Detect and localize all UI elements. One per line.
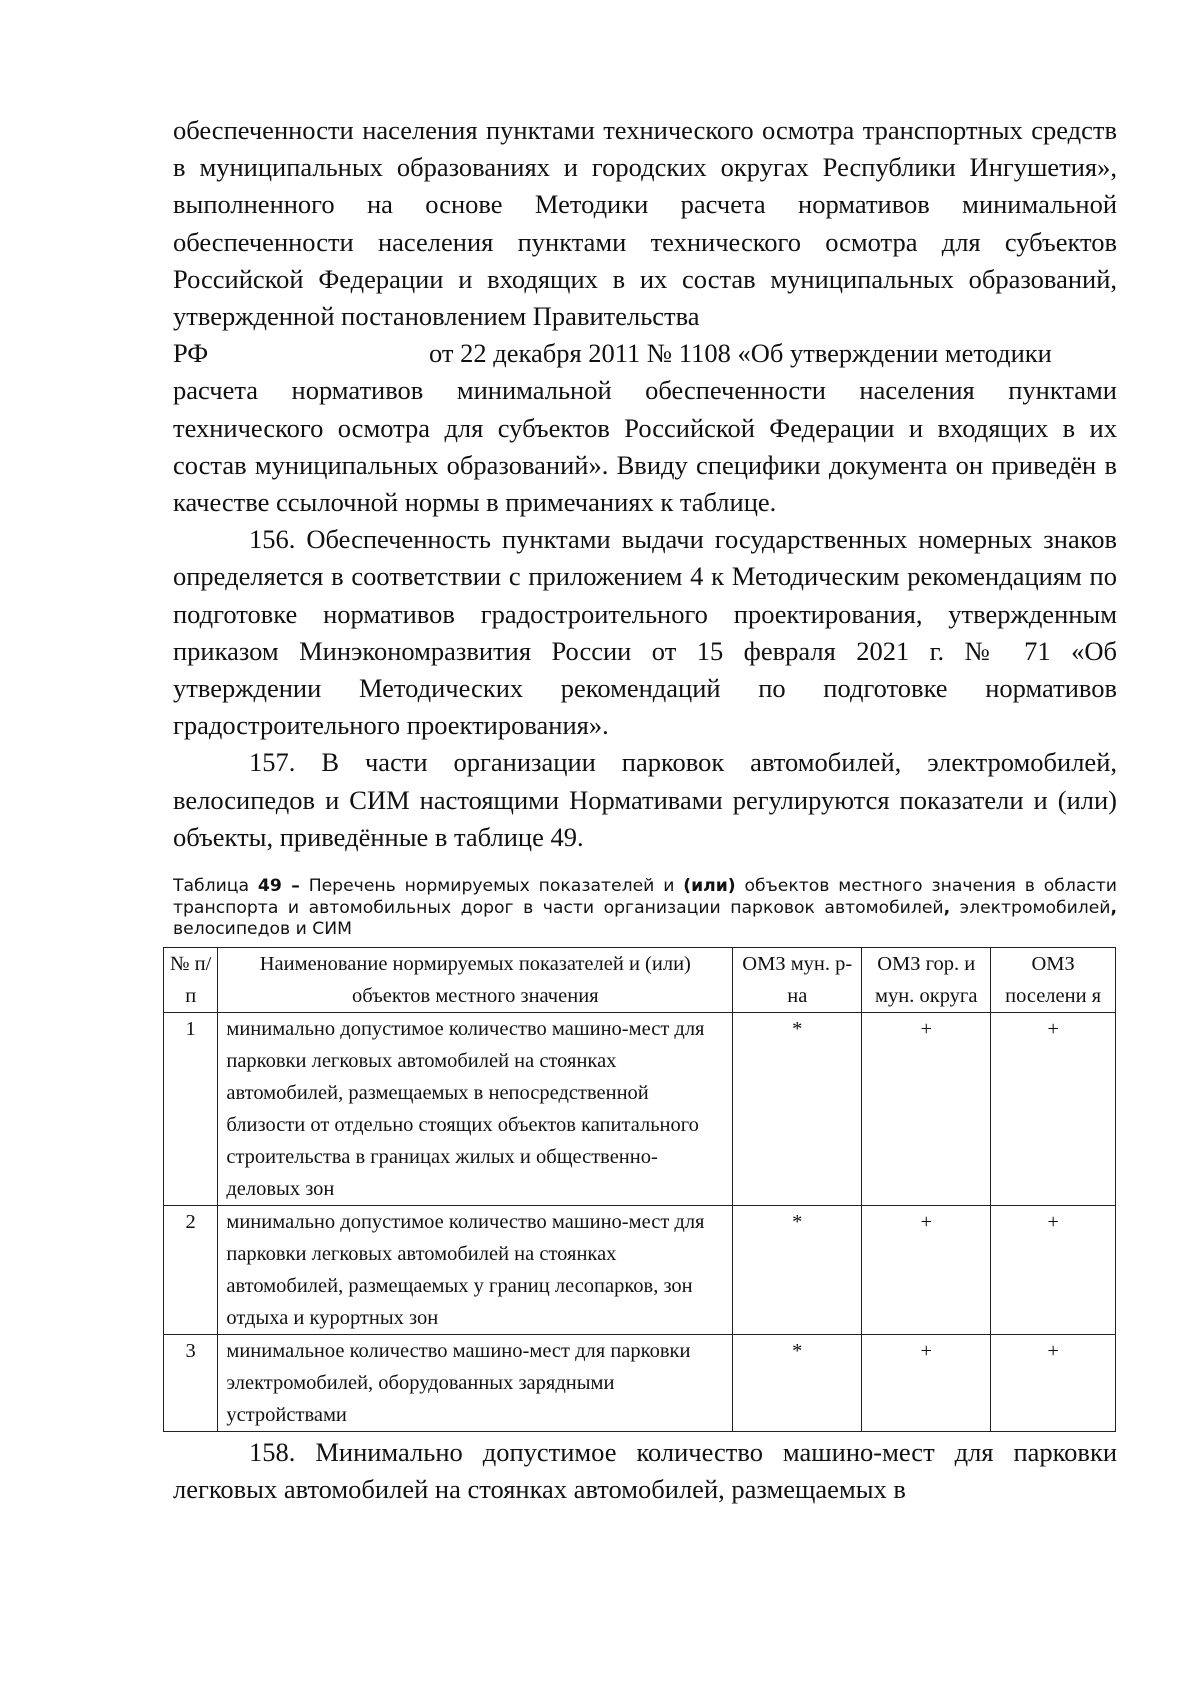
header-omz-mun-district: ОМЗ мун. р-на [733,947,862,1012]
row-number: 2 [164,1205,218,1334]
row-omz-gor: + [862,1012,991,1205]
row-omz-mun: * [733,1205,862,1334]
resolution-reference-line [173,335,1117,372]
caption-text-3: электромобилей [959,897,1111,918]
row-omz-gor: + [862,1334,991,1431]
header-number: № п/п [164,947,218,1012]
caption-paren: (или) [683,876,736,897]
paragraph-157: 157. В части организации парковок автомобилей, электромобилей, велосипедов и СИМ настоящими Нормативами регулируются показатели и (или) объекты, приведённые в таблице 49. [173,747,1117,852]
row-omz-pos: + [991,1012,1116,1205]
row-omz-mun: * [733,1334,862,1431]
header-omz-settlement: ОМЗ поселени я [991,947,1116,1012]
caption-prefix: Таблица [173,876,250,897]
table-row [164,1205,1116,1334]
paragraph-intro-end: расчета нормативов минимальной обеспеченности населения пунктами технического осмотра для субъектов Российской Федерации и входящих в их состав муниципальных образований». Ввиду специфики документа он приведён в качестве ссылочной нормы в примечаниях к таблице. [173,375,1117,518]
paragraph-158: 158. Минимально допустимое количество машино-мест для парковки легковых автомобилей на стоянках автомобилей, размещаемых в [173,1436,1117,1504]
document-page [170,112,1117,1508]
caption-text-2: объектов местного значения в области транспорта и автомобильных дорог в части организации парковок автомобилей [173,876,1117,918]
resolution-date-number: от 22 декабря 2011 № 1108 «Об утверждении методики [429,338,1052,369]
caption-text-1: Перечень нормируемых показателей и [308,876,675,897]
paragraph-intro: обеспеченности населения пунктами технического осмотра транспортных средств в муниципальных образованиях и городских округах Республики Ингушетия», выполненного на основе Методики расчета нормативов минимальной обеспеченности населения пунктами технического осмотра для субъектов Российской Федерации и входящих в их состав муниципальных образований, утвержденной постановлением Правительства [173,115,1117,332]
row-name: минимально допустимое количество машино-мест для парковки легковых автомобилей на стоянках автомобилей, размещаемых у границ лесопарков, зон отдыха и курортных зон [218,1205,733,1334]
row-number: 1 [164,1012,218,1205]
row-name: минимально допустимое количество машино-мест для парковки легковых автомобилей на стоянках автомобилей, размещаемых в непосредственной близости от отдельно стоящих объектов капитального строительства в границах жилых и общественно-деловых зон [218,1012,733,1205]
header-name: Наименование нормируемых показателей и (или) объектов местного значения [218,947,733,1012]
table-row [164,1012,1116,1205]
table-caption [173,876,1117,941]
norms-table [163,947,1116,1432]
caption-text-4: велосипедов и СИМ [173,919,352,940]
header-omz-city-mun-okrug: ОМЗ гор. и мун. округа [862,947,991,1012]
row-omz-pos: + [991,1205,1116,1334]
table-row [164,1334,1116,1431]
row-name: минимальное количество машино-мест для парковки электромобилей, оборудованных зарядными устройствами [218,1334,733,1431]
row-omz-pos: + [991,1334,1116,1431]
row-number: 3 [164,1334,218,1431]
row-omz-gor: + [862,1205,991,1334]
rf-abbreviation: РФ [173,338,209,369]
caption-table-number: 49 – [257,876,300,897]
paragraph-156: 156. Обеспеченность пунктами выдачи государственных номерных знаков определяется в соответствии с приложением 4 к Методическим рекомендациям по подготовке нормативов градостроительного проектирования, утвержденным приказом Минэкономразвития России от 15 февраля 2021 г. № 71 «Об утверждении Методических рекомендаций по подготовке нормативов градостроительного проектирования». [173,524,1117,741]
caption-comma-2: , [1110,897,1117,918]
row-omz-mun: * [733,1012,862,1205]
table-header-row [164,947,1116,1012]
caption-comma-1: , [943,897,951,918]
